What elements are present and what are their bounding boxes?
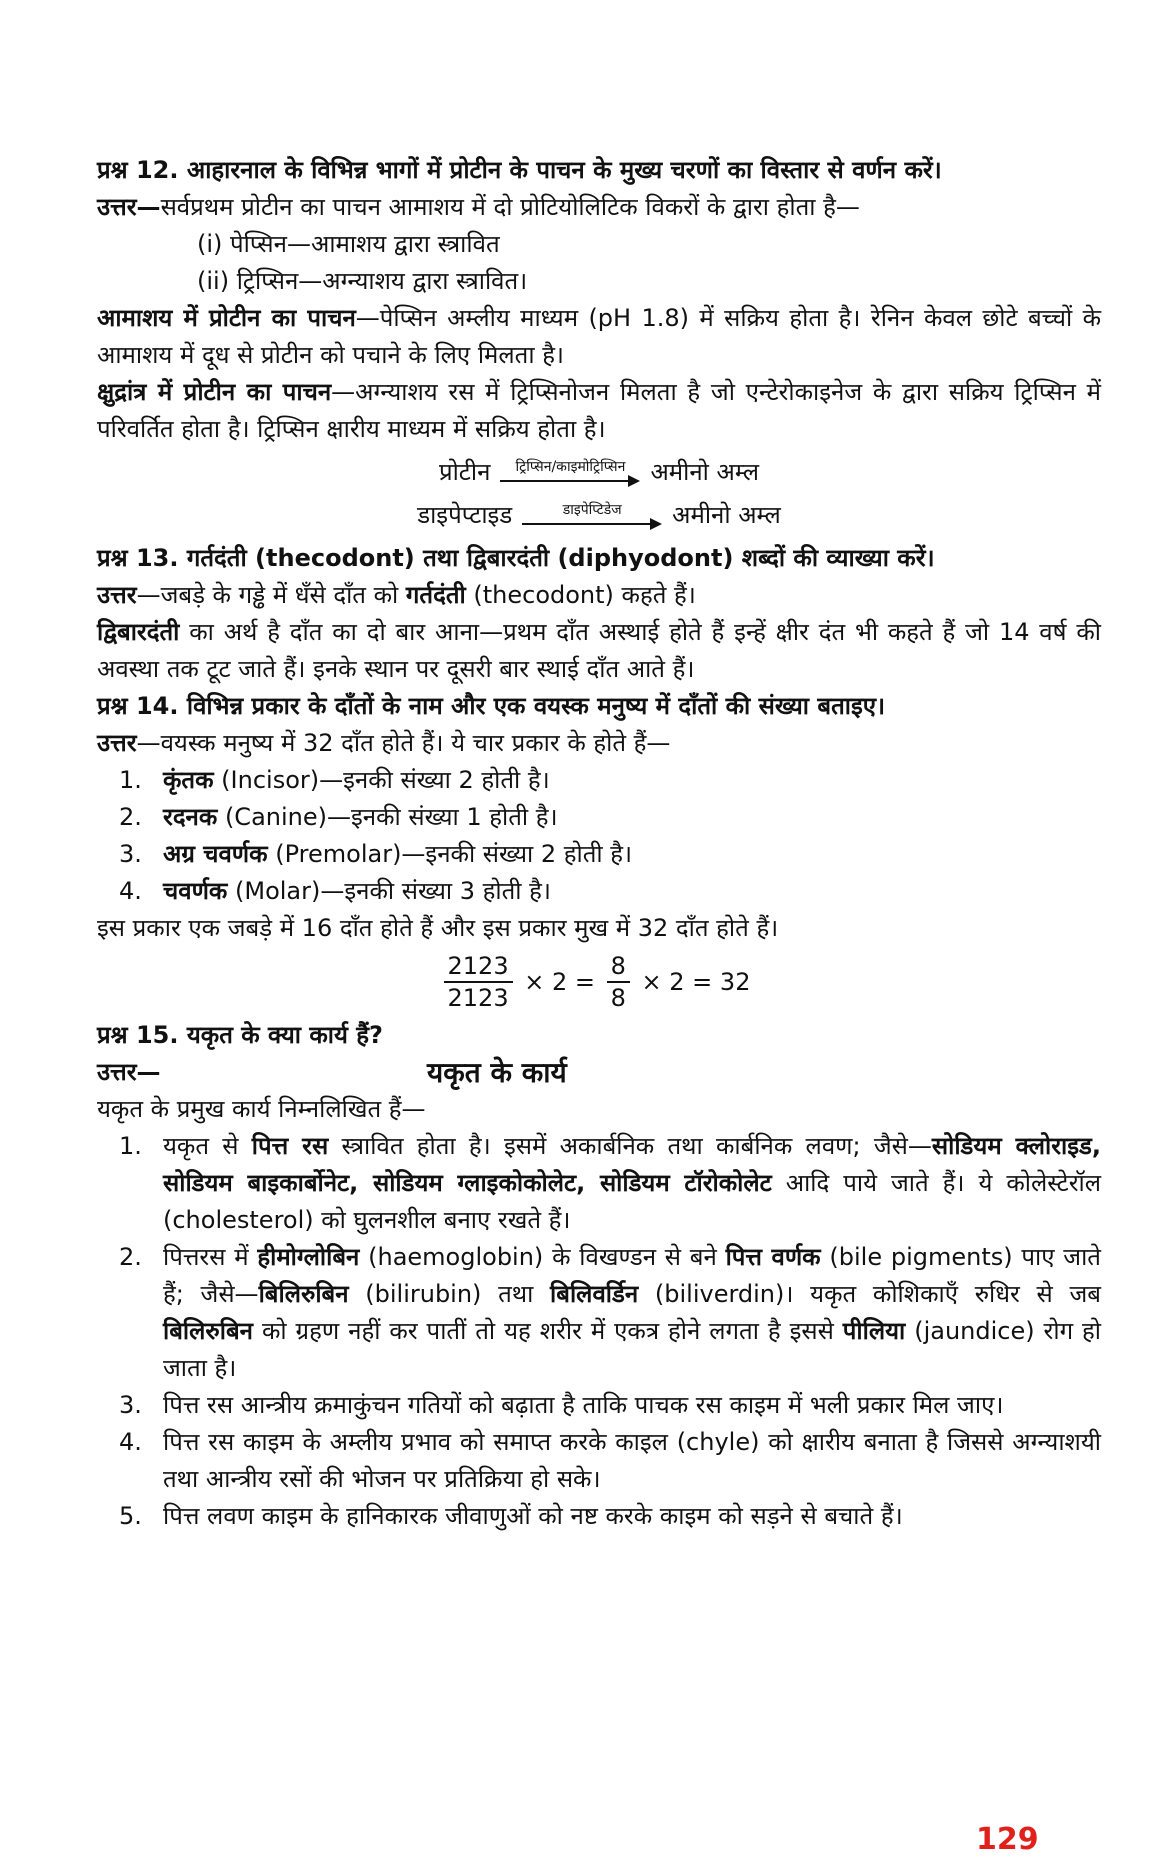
- page-content: [97, 152, 1101, 1535]
- question-15: [97, 1017, 1101, 1054]
- reaction-arrow: [500, 459, 640, 487]
- list-number: 1.: [119, 1132, 142, 1160]
- fraction-numerator: 8: [607, 951, 630, 983]
- highlighted-term: पीलिया: [842, 1317, 906, 1345]
- fraction-denominator: 2123: [447, 984, 509, 1012]
- list-text: स्त्रावित होता है। इसमें अकार्बनिक तथा कार्बनिक लवण; जैसे—: [328, 1132, 932, 1160]
- liver-intro: यकृत के प्रमुख कार्य निम्नलिखित हैं—: [97, 1095, 426, 1123]
- reaction-2-product: अमीनो अम्ल: [672, 501, 781, 529]
- list-text: (haemoglobin) के विखण्डन से बने: [359, 1243, 726, 1271]
- answer-text-pre: —जबड़े के गड्ढे में धँसे दाँत को: [136, 581, 406, 609]
- answer-label: उत्तर—: [97, 193, 161, 221]
- answer-12-sub-1: (i) पेप्सिन—आमाशय द्वारा स्त्रावित: [197, 230, 500, 258]
- highlighted-term: हीमोग्लोबिन: [257, 1243, 360, 1271]
- question-label: प्रश्न 13.: [97, 544, 179, 572]
- list-item: [119, 1498, 1101, 1535]
- list-item: [119, 836, 1101, 873]
- reaction-1: [97, 454, 1101, 491]
- question-text: आहारनाल के विभिन्न भागों में प्रोटीन के पाचन के मुख्य चरणों का विस्तार से वर्णन करें।: [186, 156, 942, 184]
- liver-function-list: [97, 1128, 1101, 1535]
- list-text: पित्त रस काइम के अम्लीय प्रभाव को समाप्त करके काइल (chyle) को क्षारीय बनाता है जिससे अग्न्याशयी तथा आन्त्रीय रसों की भोजन पर प्रतिक्रिया हो सके।: [163, 1428, 1101, 1493]
- list-item: [119, 1387, 1101, 1424]
- question-text: यकृत के क्या कार्य हैं?: [186, 1021, 383, 1049]
- list-number: 4.: [119, 1428, 142, 1456]
- section-heading: यकृत के कार्य: [427, 1056, 567, 1089]
- list-text: (bilirubin) तथा: [348, 1280, 551, 1308]
- list-text: (jaundice) रोग हो जाता है।: [163, 1317, 1102, 1382]
- answer-15-heading-row: [97, 1054, 1101, 1091]
- question-label: प्रश्न 14.: [97, 692, 179, 720]
- list-number: 2.: [119, 1243, 142, 1271]
- reaction-2-enzyme: डाइपेप्टिडेज: [562, 501, 622, 518]
- highlighted-term: बिलिरुबिन: [163, 1317, 253, 1345]
- intestine-digestion-text: —अग्न्याशय रस में ट्रिप्सिनोजन मिलता है जो एन्टेरोकाइनेज के द्वारा सक्रिय ट्रिप्सिन में परिवर्तित होता है। ट्रिप्सिन क्षारीय माध्यम में सक्रिय होता है।: [97, 378, 1101, 443]
- list-text: को ग्रहण नहीं कर पातीं तो यह शरीर में एकत्र होने लगता है इससे: [253, 1317, 843, 1345]
- intestine-digestion-heading: क्षुद्रांत्र में प्रोटीन का पाचन: [97, 378, 332, 406]
- reaction-2-reactant: डाइपेप्टाइड: [417, 501, 513, 529]
- reaction-arrow: [522, 502, 662, 530]
- formula-operator: × 2 =: [524, 967, 595, 996]
- stomach-digestion-heading: आमाशय में प्रोटीन का पाचन: [97, 304, 356, 332]
- highlighted-term: पित्त रस: [251, 1132, 329, 1160]
- question-13: [97, 540, 1101, 577]
- list-number: 1.: [119, 766, 142, 794]
- question-14: [97, 688, 1101, 725]
- formula-fraction-1: [444, 951, 513, 1013]
- tooth-count: (Incisor)—इनकी संख्या 2 होती है।: [213, 766, 550, 794]
- highlighted-term: बिलिरुबिन: [258, 1280, 349, 1308]
- answer-label: उत्तर: [97, 581, 137, 609]
- reaction-2: [97, 497, 1101, 534]
- list-item: [119, 1424, 1101, 1498]
- tooth-type: अग्र चवर्णक: [163, 840, 268, 868]
- answer-text-post: (thecodont) कहते हैं।: [465, 581, 696, 609]
- answer-term: गर्तदंती: [405, 581, 466, 609]
- tooth-type: कृंतक: [163, 766, 214, 794]
- list-text: (biliverdin)। यकृत कोशिकाएँ रुधिर से जब: [638, 1280, 1101, 1308]
- arrow-right-icon: [628, 475, 640, 487]
- list-number: 2.: [119, 803, 142, 831]
- list-number: 4.: [119, 877, 142, 905]
- tooth-type: रदनक: [163, 803, 218, 831]
- fraction-numerator: 2123: [444, 951, 513, 983]
- formula-result: × 2 = 32: [641, 967, 751, 996]
- teeth-type-list: [97, 762, 1101, 910]
- tooth-count: (Molar)—इनकी संख्या 3 होती है।: [227, 877, 551, 905]
- answer-14: [97, 725, 1101, 762]
- question-text: गर्तदंती (thecodont) तथा द्विबारदंती (diphyodont) शब्दों की व्याख्या करें।: [186, 544, 935, 572]
- question-text: विभिन्न प्रकार के दाँतों के नाम और एक वयस्क मनुष्य में दाँतों की संख्या बताइए।: [186, 692, 886, 720]
- list-item: [119, 1239, 1101, 1387]
- highlighted-term: बिलिवर्डिन: [550, 1280, 639, 1308]
- answer-13: [97, 577, 1101, 614]
- list-text: आदि पाये जाते हैं। ये कोलेस्टेरॉल (cholesterol) को घुलनशील बनाए रखते हैं।: [163, 1169, 1102, 1234]
- fraction-denominator: 8: [610, 984, 626, 1012]
- intestine-digestion-paragraph: [97, 374, 1101, 448]
- highlighted-term: सोडियम क्लोराइड, सोडियम बाइकार्बोनेट, सोडियम ग्लाइकोकोलेट, सोडियम टॉरोकोलेट: [163, 1132, 1101, 1197]
- answer-text: का अर्थ है दाँत का दो बार आना—प्रथम दाँत अस्थाई होते हैं इन्हें क्षीर दंत भी कहते हैं जो 14 वर्ष की अवस्था तक टूट जाते हैं। इनके स्थान पर दूसरी बार स्थाई दाँत आते हैं।: [97, 618, 1101, 683]
- stomach-digestion-paragraph: [97, 300, 1101, 374]
- answer-text: सर्वप्रथम प्रोटीन का पाचन आमाशय में दो प्रोटियोलिटिक विकरों के द्वारा होता है—: [160, 193, 860, 221]
- answer-13-paragraph-2: [97, 614, 1101, 688]
- question-12: [97, 152, 1101, 189]
- page-number: 129: [976, 1822, 1039, 1857]
- formula-fraction-2: [607, 951, 630, 1013]
- question-label: प्रश्न 12.: [97, 156, 179, 184]
- answer-term: द्विबारदंती: [97, 618, 180, 646]
- list-item: [119, 762, 1101, 799]
- reaction-1-product: अमीनो अम्ल: [650, 458, 760, 486]
- answer-text: —वयस्क मनुष्य में 32 दाँत होते हैं। ये चार प्रकार के होते हैं—: [136, 729, 671, 757]
- list-number: 3.: [119, 840, 142, 868]
- stomach-digestion-text: —पेप्सिन अम्लीय माध्यम (pH 1.8) में सक्रिय होता है। रेनिन केवल छोटे बच्चों के आमाशय में दूध से प्रोटीन को पचाने के लिए मिलता है।: [97, 304, 1101, 369]
- list-item: [119, 1128, 1101, 1239]
- list-item: [119, 799, 1101, 836]
- list-text: पित्त लवण काइम के हानिकारक जीवाणुओं को नष्ट करके काइम को सड़ने से बचाते हैं।: [163, 1502, 903, 1530]
- list-text: पित्तरस में: [163, 1243, 258, 1271]
- list-item: [119, 873, 1101, 910]
- reaction-1-reactant: प्रोटीन: [438, 458, 491, 486]
- answer-12-sub-2: (ii) ट्रिप्सिन—अग्न्याशय द्वारा स्त्रावित।: [197, 267, 528, 295]
- reaction-1-enzyme: ट्रिप्सिन/काइमोट्रिप्सिन: [515, 458, 626, 475]
- list-number: 5.: [119, 1502, 142, 1530]
- answer-12: [97, 189, 1101, 226]
- teeth-summary: इस प्रकार एक जबड़े में 16 दाँत होते हैं और इस प्रकार मुख में 32 दाँत होते हैं।: [97, 914, 779, 942]
- list-text: यकृत से: [163, 1132, 252, 1160]
- highlighted-term: पित्त वर्णक: [725, 1243, 821, 1271]
- arrow-right-icon: [650, 518, 662, 530]
- list-text: (bile pigments) पाए जाते हैं; जैसे—: [163, 1243, 1101, 1308]
- tooth-count: (Canine)—इनकी संख्या 1 होती है।: [217, 803, 558, 831]
- answer-label: उत्तर—: [97, 1058, 161, 1086]
- tooth-type: चवर्णक: [163, 877, 228, 905]
- question-label: प्रश्न 15.: [97, 1021, 179, 1049]
- list-text: पित्त रस आन्त्रीय क्रमाकुंचन गतियों को बढ़ाता है ताकि पाचक रस काइम में भली प्रकार मिल जाए।: [163, 1391, 1004, 1419]
- tooth-count: (Premolar)—इनकी संख्या 2 होती है।: [267, 840, 633, 868]
- dental-formula: [97, 951, 1101, 1013]
- answer-label: उत्तर: [97, 729, 137, 757]
- list-number: 3.: [119, 1391, 142, 1419]
